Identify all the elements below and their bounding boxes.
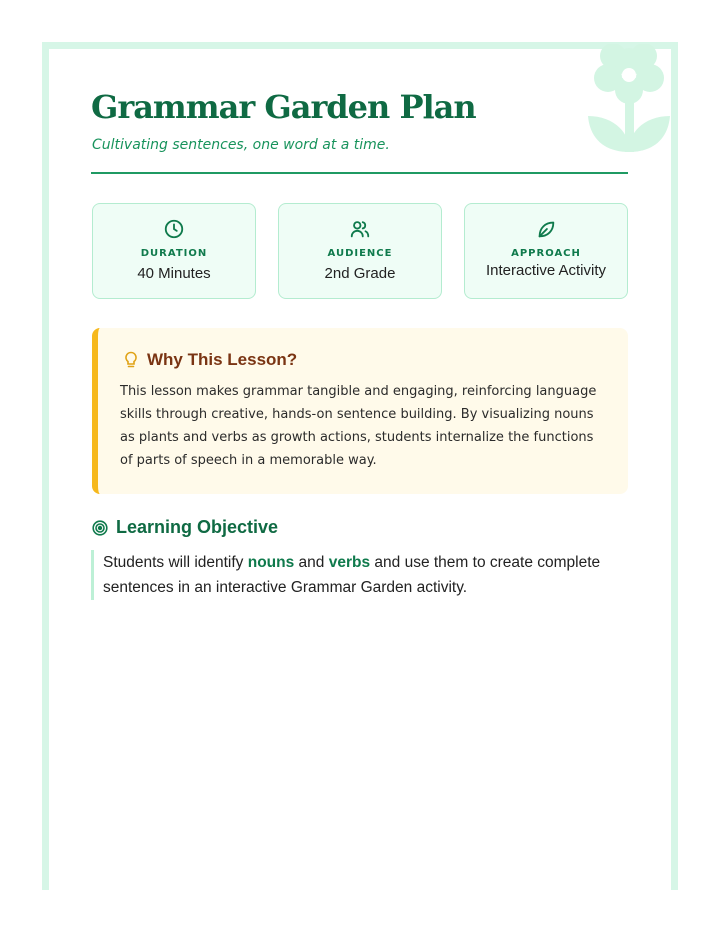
objective-heading-text: Learning Objective: [116, 517, 279, 537]
target-icon: [92, 520, 108, 536]
leaf-icon: [535, 218, 557, 240]
why-heading-text: Why This Lesson?: [147, 350, 298, 369]
objective-text: and: [294, 554, 329, 571]
why-body: This lesson makes grammar tangible and engaging, reinforcing language skills through creative, hands-on sentence building. By visualizing nouns as plants and verbs as growth actions, students internalize the functions of parts of speech in a memorable way.: [120, 384, 597, 468]
objective-text: Students will identify: [103, 554, 248, 571]
card-approach: [464, 203, 628, 299]
card-audience: [278, 203, 442, 299]
objective-text: and use them to create complete sentences in an interactive Grammar Garden activity.: [103, 554, 601, 596]
page-title: Grammar Garden Plan: [91, 88, 476, 126]
card-duration: [92, 203, 256, 299]
info-cards: [92, 203, 628, 300]
card-value: 40 Minutes: [137, 265, 211, 282]
flower-icon: [586, 44, 672, 152]
clock-icon: [163, 218, 185, 240]
page-subtitle: Cultivating sentences, one word at a time.: [92, 137, 390, 153]
why-callout: [92, 328, 628, 494]
keyword-verbs: verbs: [328, 554, 371, 571]
users-icon: [349, 218, 371, 240]
lightbulb-icon: [124, 351, 138, 369]
card-value: Interactive Activity: [485, 262, 607, 279]
card-label: AUDIENCE: [327, 248, 393, 259]
keyword-nouns: nouns: [247, 554, 295, 571]
objective-body: [91, 550, 628, 600]
objective-heading: [92, 517, 278, 538]
why-heading: [124, 350, 297, 370]
card-label: DURATION: [140, 248, 208, 259]
card-value: 2nd Grade: [324, 265, 396, 282]
card-label: APPROACH: [511, 248, 581, 259]
title-divider: [91, 172, 628, 174]
